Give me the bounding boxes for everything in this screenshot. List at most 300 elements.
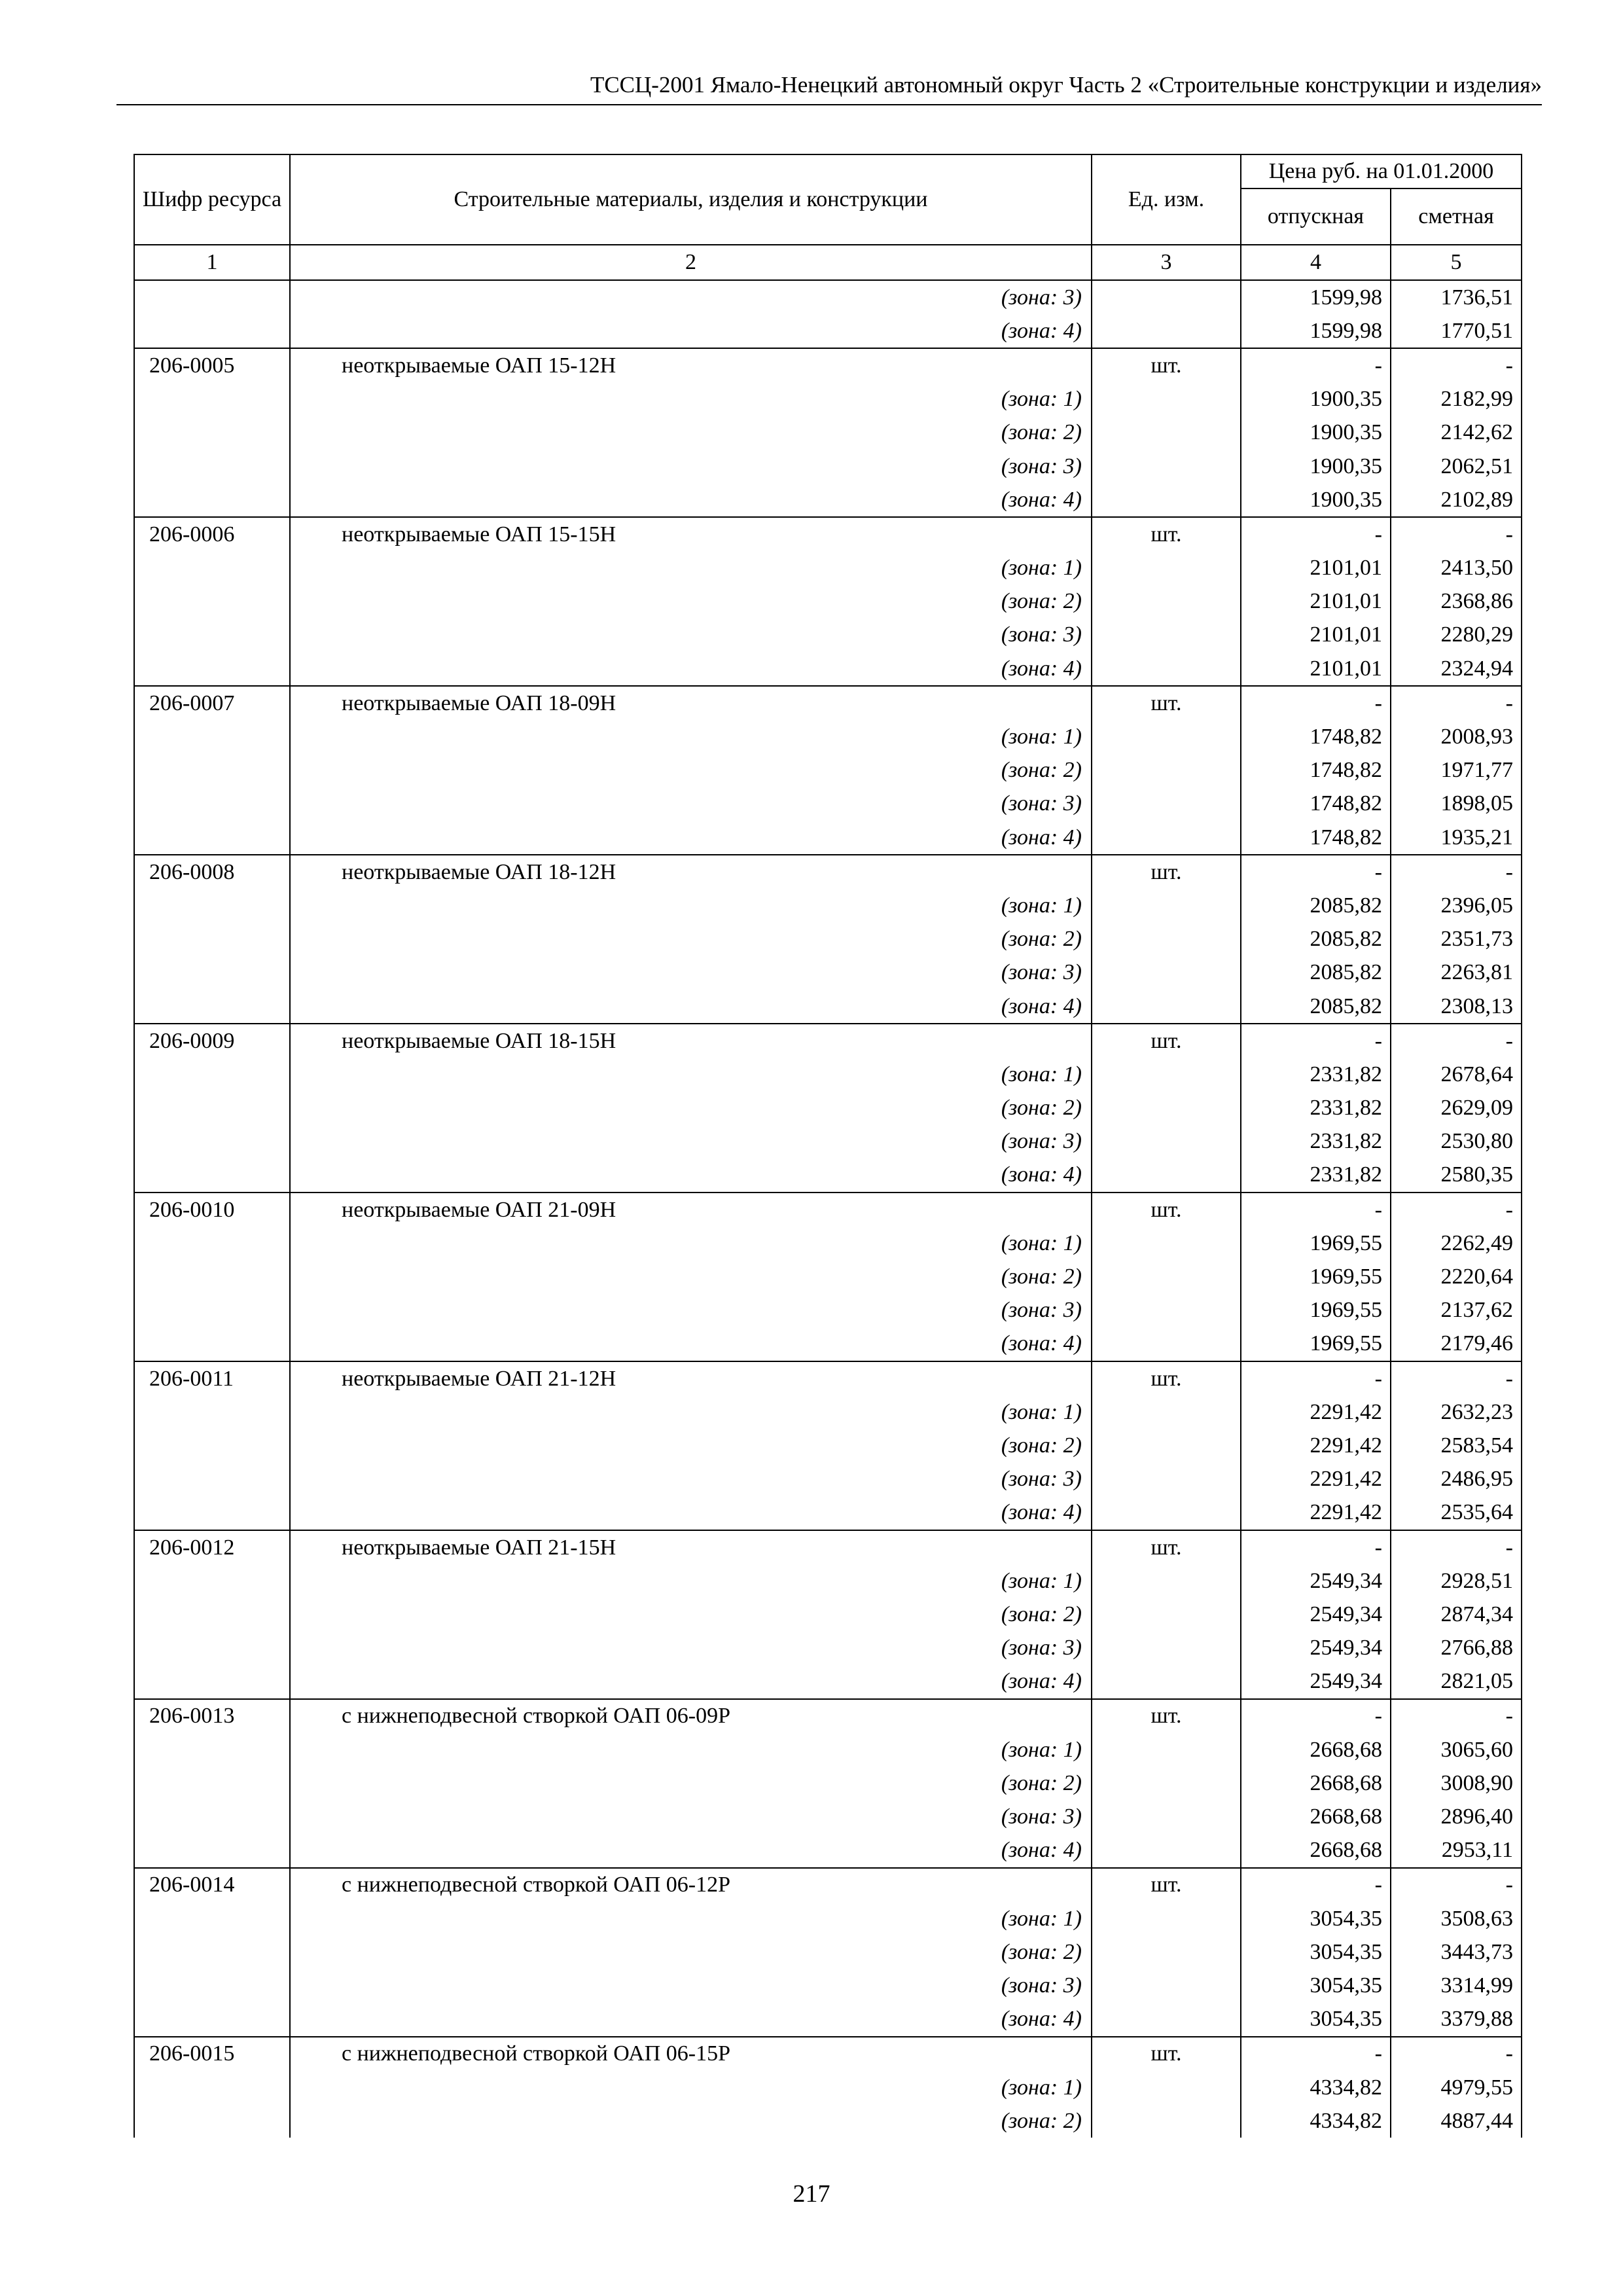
header-unit: Ед. изм. bbox=[1092, 154, 1241, 245]
zone-label-cell: (зона: 1) bbox=[290, 1395, 1092, 1429]
resource-code-cell bbox=[134, 1632, 290, 1665]
release-price-cell: - bbox=[1241, 1530, 1391, 1564]
estimate-price-cell: 2486,95 bbox=[1391, 1463, 1522, 1496]
release-price-cell: - bbox=[1241, 1193, 1391, 1227]
resource-code-cell bbox=[134, 720, 290, 753]
table-row bbox=[134, 754, 1522, 787]
zone-label-cell: (зона: 4) bbox=[290, 1496, 1092, 1530]
table-row bbox=[134, 450, 1522, 483]
table-row bbox=[134, 416, 1522, 450]
estimate-price-cell: 3379,88 bbox=[1391, 2003, 1522, 2037]
resource-code-cell bbox=[134, 1564, 290, 1598]
unit-cell bbox=[1092, 2104, 1241, 2138]
table-row bbox=[134, 787, 1522, 821]
zone-label-cell: (зона: 4) bbox=[290, 652, 1092, 686]
release-price-cell: 2549,34 bbox=[1241, 1598, 1391, 1631]
zone-label-cell: (зона: 3) bbox=[290, 1463, 1092, 1496]
material-name-cell: неоткрываемые ОАП 21-12Н bbox=[290, 1361, 1092, 1395]
table-row bbox=[134, 619, 1522, 652]
release-price-cell: - bbox=[1241, 855, 1391, 889]
estimate-price-cell: 2874,34 bbox=[1391, 1598, 1522, 1631]
release-price-cell: 2101,01 bbox=[1241, 619, 1391, 652]
resource-code-cell bbox=[134, 1598, 290, 1631]
resource-code-cell bbox=[134, 483, 290, 517]
release-price-cell: 2331,82 bbox=[1241, 1092, 1391, 1125]
resource-code-cell bbox=[134, 821, 290, 855]
zone-label-cell: (зона: 3) bbox=[290, 450, 1092, 483]
zone-label-cell: (зона: 3) bbox=[290, 1294, 1092, 1327]
zone-label-cell: (зона: 1) bbox=[290, 720, 1092, 753]
table-row bbox=[134, 1227, 1522, 1260]
zone-label-cell: (зона: 2) bbox=[290, 1429, 1092, 1462]
unit-cell: шт. bbox=[1092, 1530, 1241, 1564]
release-price-cell: 2101,01 bbox=[1241, 652, 1391, 686]
release-price-cell: - bbox=[1241, 348, 1391, 382]
table-row bbox=[134, 1665, 1522, 1699]
resource-code-cell: 206-0009 bbox=[134, 1024, 290, 1058]
resource-code-cell bbox=[134, 1260, 290, 1293]
release-price-cell: - bbox=[1241, 1699, 1391, 1733]
header-rule bbox=[116, 104, 1542, 105]
release-price-cell: 1900,35 bbox=[1241, 416, 1391, 450]
release-price-cell: 4334,82 bbox=[1241, 2071, 1391, 2104]
table-row bbox=[134, 2104, 1522, 2138]
table-row bbox=[134, 2037, 1522, 2071]
estimate-price-cell: 2368,86 bbox=[1391, 585, 1522, 619]
table-row bbox=[134, 1024, 1522, 1058]
unit-cell bbox=[1092, 416, 1241, 450]
unit-cell bbox=[1092, 1767, 1241, 1800]
unit-cell bbox=[1092, 1294, 1241, 1327]
estimate-price-cell: 2179,46 bbox=[1391, 1327, 1522, 1361]
estimate-price-cell: - bbox=[1391, 517, 1522, 551]
table-row bbox=[134, 314, 1522, 348]
table-row bbox=[134, 585, 1522, 619]
zone-label-cell: (зона: 3) bbox=[290, 1969, 1092, 2002]
release-price-cell: 1599,98 bbox=[1241, 314, 1391, 348]
table-row bbox=[134, 1598, 1522, 1631]
release-price-cell: 2331,82 bbox=[1241, 1125, 1391, 1158]
table-row bbox=[134, 552, 1522, 585]
header-release-price: отпускная bbox=[1241, 188, 1391, 245]
table-row bbox=[134, 855, 1522, 889]
release-price-cell: 2101,01 bbox=[1241, 552, 1391, 585]
zone-label-cell: (зона: 4) bbox=[290, 821, 1092, 855]
estimate-price-cell: 2142,62 bbox=[1391, 416, 1522, 450]
resource-code-cell bbox=[134, 1935, 290, 1969]
resource-code-cell bbox=[134, 1294, 290, 1327]
estimate-price-cell: 2583,54 bbox=[1391, 1429, 1522, 1462]
zone-label-cell: (зона: 1) bbox=[290, 552, 1092, 585]
zone-label-cell: (зона: 3) bbox=[290, 619, 1092, 652]
table-row bbox=[134, 2003, 1522, 2037]
unit-cell bbox=[1092, 1969, 1241, 2002]
unit-cell bbox=[1092, 1902, 1241, 1935]
resource-code-cell bbox=[134, 416, 290, 450]
table-row bbox=[134, 1294, 1522, 1327]
estimate-price-cell: 2396,05 bbox=[1391, 889, 1522, 922]
material-name-cell: неоткрываемые ОАП 15-15Н bbox=[290, 517, 1092, 551]
resource-code-cell: 206-0015 bbox=[134, 2037, 290, 2071]
estimate-price-cell: - bbox=[1391, 1530, 1522, 1564]
unit-cell: шт. bbox=[1092, 1193, 1241, 1227]
column-number-3: 3 bbox=[1092, 245, 1241, 280]
unit-cell bbox=[1092, 1429, 1241, 1462]
unit-cell bbox=[1092, 754, 1241, 787]
zone-label-cell: (зона: 2) bbox=[290, 1935, 1092, 1969]
release-price-cell: 2668,68 bbox=[1241, 1733, 1391, 1767]
estimate-price-cell: 2766,88 bbox=[1391, 1632, 1522, 1665]
table-row bbox=[134, 923, 1522, 956]
table-row bbox=[134, 1092, 1522, 1125]
estimate-price-cell: 2535,64 bbox=[1391, 1496, 1522, 1530]
resource-code-cell bbox=[134, 1902, 290, 1935]
zone-label-cell: (зона: 3) bbox=[290, 280, 1092, 314]
release-price-cell: 2085,82 bbox=[1241, 889, 1391, 922]
table-row bbox=[134, 348, 1522, 382]
table-row bbox=[134, 517, 1522, 551]
zone-label-cell: (зона: 1) bbox=[290, 1902, 1092, 1935]
release-price-cell: 3054,35 bbox=[1241, 1969, 1391, 2002]
resource-code-cell: 206-0006 bbox=[134, 517, 290, 551]
resource-code-cell bbox=[134, 652, 290, 686]
estimate-price-cell: - bbox=[1391, 348, 1522, 382]
unit-cell bbox=[1092, 821, 1241, 855]
resource-code-cell: 206-0010 bbox=[134, 1193, 290, 1227]
table-row bbox=[134, 1530, 1522, 1564]
resource-code-cell bbox=[134, 1496, 290, 1530]
table-row bbox=[134, 686, 1522, 720]
estimate-price-cell: - bbox=[1391, 1361, 1522, 1395]
resource-code-cell bbox=[134, 2003, 290, 2037]
estimate-price-cell: - bbox=[1391, 2037, 1522, 2071]
unit-cell bbox=[1092, 787, 1241, 821]
unit-cell bbox=[1092, 1260, 1241, 1293]
unit-cell: шт. bbox=[1092, 517, 1241, 551]
zone-label-cell: (зона: 2) bbox=[290, 1092, 1092, 1125]
table-body bbox=[134, 280, 1522, 2138]
release-price-cell: 2668,68 bbox=[1241, 1767, 1391, 1800]
estimate-price-cell: 2263,81 bbox=[1391, 956, 1522, 990]
table-row bbox=[134, 1632, 1522, 1665]
release-price-cell: 1969,55 bbox=[1241, 1260, 1391, 1293]
release-price-cell: - bbox=[1241, 2037, 1391, 2071]
resource-code-cell bbox=[134, 754, 290, 787]
estimate-price-cell: 2182,99 bbox=[1391, 383, 1522, 416]
page-number: 217 bbox=[793, 2180, 830, 2208]
release-price-cell: 2549,34 bbox=[1241, 1665, 1391, 1699]
zone-label-cell: (зона: 1) bbox=[290, 1564, 1092, 1598]
zone-label-cell: (зона: 4) bbox=[290, 1665, 1092, 1699]
release-price-cell: 1900,35 bbox=[1241, 483, 1391, 517]
material-name-cell: неоткрываемые ОАП 21-15Н bbox=[290, 1530, 1092, 1564]
header-estimate-price: сметная bbox=[1391, 188, 1522, 245]
estimate-price-cell: 2678,64 bbox=[1391, 1058, 1522, 1091]
release-price-cell: 3054,35 bbox=[1241, 1935, 1391, 1969]
resource-code-cell bbox=[134, 585, 290, 619]
table-row bbox=[134, 1868, 1522, 1902]
material-name-cell: неоткрываемые ОАП 18-12Н bbox=[290, 855, 1092, 889]
table-row bbox=[134, 483, 1522, 517]
zone-label-cell: (зона: 3) bbox=[290, 787, 1092, 821]
estimate-price-cell: 2580,35 bbox=[1391, 1158, 1522, 1193]
unit-cell bbox=[1092, 383, 1241, 416]
column-number-2: 2 bbox=[290, 245, 1092, 280]
zone-label-cell: (зона: 2) bbox=[290, 1598, 1092, 1631]
table-row bbox=[134, 720, 1522, 753]
estimate-price-cell: 1770,51 bbox=[1391, 314, 1522, 348]
zone-label-cell: (зона: 3) bbox=[290, 1800, 1092, 1833]
unit-cell bbox=[1092, 1665, 1241, 1699]
table-row bbox=[134, 1327, 1522, 1361]
table-row bbox=[134, 1969, 1522, 2002]
estimate-price-cell: 4887,44 bbox=[1391, 2104, 1522, 2138]
table-row bbox=[134, 1767, 1522, 1800]
table-row bbox=[134, 383, 1522, 416]
estimate-price-cell: - bbox=[1391, 686, 1522, 720]
estimate-price-cell: 3065,60 bbox=[1391, 1733, 1522, 1767]
zone-label-cell: (зона: 4) bbox=[290, 1327, 1092, 1361]
resource-code-cell bbox=[134, 1125, 290, 1158]
estimate-price-cell: 4979,55 bbox=[1391, 2071, 1522, 2104]
material-name-cell: неоткрываемые ОАП 18-15Н bbox=[290, 1024, 1092, 1058]
release-price-cell: - bbox=[1241, 1868, 1391, 1902]
release-price-cell: 4334,82 bbox=[1241, 2104, 1391, 2138]
column-number-5: 5 bbox=[1391, 245, 1522, 280]
estimate-price-cell: 1736,51 bbox=[1391, 280, 1522, 314]
material-name-cell: неоткрываемые ОАП 21-09Н bbox=[290, 1193, 1092, 1227]
resource-code-cell bbox=[134, 889, 290, 922]
estimate-price-cell: 1935,21 bbox=[1391, 821, 1522, 855]
resource-code-cell bbox=[134, 1834, 290, 1868]
release-price-cell: 1599,98 bbox=[1241, 280, 1391, 314]
unit-cell bbox=[1092, 1058, 1241, 1091]
estimate-price-cell: 2008,93 bbox=[1391, 720, 1522, 753]
release-price-cell: 2331,82 bbox=[1241, 1158, 1391, 1193]
price-table bbox=[134, 154, 1522, 2138]
estimate-price-cell: - bbox=[1391, 1024, 1522, 1058]
unit-cell: шт. bbox=[1092, 855, 1241, 889]
estimate-price-cell: 2632,23 bbox=[1391, 1395, 1522, 1429]
material-name-cell: с нижнеподвесной створкой ОАП 06-09Р bbox=[290, 1699, 1092, 1733]
release-price-cell: 2291,42 bbox=[1241, 1463, 1391, 1496]
zone-label-cell: (зона: 1) bbox=[290, 383, 1092, 416]
unit-cell bbox=[1092, 1496, 1241, 1530]
unit-cell bbox=[1092, 1125, 1241, 1158]
unit-cell bbox=[1092, 1935, 1241, 1969]
resource-code-cell bbox=[134, 1463, 290, 1496]
table-row bbox=[134, 1699, 1522, 1733]
estimate-price-cell: - bbox=[1391, 1193, 1522, 1227]
unit-cell bbox=[1092, 923, 1241, 956]
resource-code-cell bbox=[134, 787, 290, 821]
header-price-group: Цена руб. на 01.01.2000 bbox=[1241, 154, 1522, 188]
header-name: Строительные материалы, изделия и конструкции bbox=[290, 154, 1092, 245]
resource-code-cell bbox=[134, 314, 290, 348]
resource-code-cell bbox=[134, 956, 290, 990]
release-price-cell: 1969,55 bbox=[1241, 1327, 1391, 1361]
resource-code-cell bbox=[134, 383, 290, 416]
unit-cell bbox=[1092, 280, 1241, 314]
release-price-cell: 2085,82 bbox=[1241, 990, 1391, 1024]
zone-label-cell: (зона: 2) bbox=[290, 923, 1092, 956]
table-row bbox=[134, 821, 1522, 855]
estimate-price-cell: 2262,49 bbox=[1391, 1227, 1522, 1260]
column-number-4: 4 bbox=[1241, 245, 1391, 280]
release-price-cell: 2085,82 bbox=[1241, 923, 1391, 956]
unit-cell bbox=[1092, 314, 1241, 348]
table-row bbox=[134, 2071, 1522, 2104]
zone-label-cell: (зона: 4) bbox=[290, 990, 1092, 1024]
release-price-cell: 1748,82 bbox=[1241, 754, 1391, 787]
zone-label-cell: (зона: 2) bbox=[290, 2104, 1092, 2138]
unit-cell bbox=[1092, 2071, 1241, 2104]
table-row bbox=[134, 1800, 1522, 1833]
resource-code-cell: 206-0014 bbox=[134, 1868, 290, 1902]
table-row bbox=[134, 1834, 1522, 1868]
estimate-price-cell: 2896,40 bbox=[1391, 1800, 1522, 1833]
unit-cell: шт. bbox=[1092, 2037, 1241, 2071]
estimate-price-cell: 2137,62 bbox=[1391, 1294, 1522, 1327]
unit-cell bbox=[1092, 619, 1241, 652]
release-price-cell: 2291,42 bbox=[1241, 1496, 1391, 1530]
release-price-cell: 2331,82 bbox=[1241, 1058, 1391, 1091]
zone-label-cell: (зона: 2) bbox=[290, 585, 1092, 619]
unit-cell bbox=[1092, 1158, 1241, 1193]
release-price-cell: - bbox=[1241, 686, 1391, 720]
unit-cell bbox=[1092, 585, 1241, 619]
release-price-cell: 1748,82 bbox=[1241, 821, 1391, 855]
estimate-price-cell: 2308,13 bbox=[1391, 990, 1522, 1024]
unit-cell: шт. bbox=[1092, 1024, 1241, 1058]
unit-cell bbox=[1092, 1564, 1241, 1598]
release-price-cell: - bbox=[1241, 517, 1391, 551]
table-row bbox=[134, 1193, 1522, 1227]
material-name-cell: с нижнеподвесной створкой ОАП 06-15Р bbox=[290, 2037, 1092, 2071]
release-price-cell: 1900,35 bbox=[1241, 450, 1391, 483]
unit-cell: шт. bbox=[1092, 1361, 1241, 1395]
resource-code-cell bbox=[134, 1665, 290, 1699]
resource-code-cell bbox=[134, 1429, 290, 1462]
unit-cell bbox=[1092, 1800, 1241, 1833]
column-number-1: 1 bbox=[134, 245, 290, 280]
zone-label-cell: (зона: 1) bbox=[290, 1058, 1092, 1091]
release-price-cell: 2549,34 bbox=[1241, 1564, 1391, 1598]
table-row bbox=[134, 1395, 1522, 1429]
table-row bbox=[134, 956, 1522, 990]
release-price-cell: 1748,82 bbox=[1241, 720, 1391, 753]
release-price-cell: 3054,35 bbox=[1241, 2003, 1391, 2037]
unit-cell bbox=[1092, 1395, 1241, 1429]
unit-cell bbox=[1092, 450, 1241, 483]
zone-label-cell: (зона: 2) bbox=[290, 754, 1092, 787]
unit-cell: шт. bbox=[1092, 348, 1241, 382]
estimate-price-cell: - bbox=[1391, 855, 1522, 889]
release-price-cell: 3054,35 bbox=[1241, 1902, 1391, 1935]
table-row bbox=[134, 1935, 1522, 1969]
unit-cell bbox=[1092, 1463, 1241, 1496]
estimate-price-cell: 2220,64 bbox=[1391, 1260, 1522, 1293]
resource-code-cell bbox=[134, 1158, 290, 1193]
resource-code-cell bbox=[134, 552, 290, 585]
table-row bbox=[134, 1564, 1522, 1598]
resource-code-cell bbox=[134, 1092, 290, 1125]
resource-code-cell: 206-0012 bbox=[134, 1530, 290, 1564]
resource-code-cell bbox=[134, 1058, 290, 1091]
unit-cell bbox=[1092, 720, 1241, 753]
zone-label-cell: (зона: 4) bbox=[290, 483, 1092, 517]
unit-cell bbox=[1092, 2003, 1241, 2037]
zone-label-cell: (зона: 4) bbox=[290, 314, 1092, 348]
zone-label-cell: (зона: 4) bbox=[290, 2003, 1092, 2037]
zone-label-cell: (зона: 1) bbox=[290, 1227, 1092, 1260]
release-price-cell: 2549,34 bbox=[1241, 1632, 1391, 1665]
resource-code-cell: 206-0007 bbox=[134, 686, 290, 720]
material-name-cell: с нижнеподвесной створкой ОАП 06-12Р bbox=[290, 1868, 1092, 1902]
estimate-price-cell: 2530,80 bbox=[1391, 1125, 1522, 1158]
release-price-cell: 2668,68 bbox=[1241, 1800, 1391, 1833]
estimate-price-cell: 2413,50 bbox=[1391, 552, 1522, 585]
table-row bbox=[134, 280, 1522, 314]
table-row bbox=[134, 1158, 1522, 1193]
unit-cell bbox=[1092, 1227, 1241, 1260]
zone-label-cell: (зона: 4) bbox=[290, 1834, 1092, 1868]
resource-code-cell bbox=[134, 2104, 290, 2138]
unit-cell bbox=[1092, 1598, 1241, 1631]
resource-code-cell bbox=[134, 2071, 290, 2104]
estimate-price-cell: - bbox=[1391, 1699, 1522, 1733]
resource-code-cell bbox=[134, 1327, 290, 1361]
table-row bbox=[134, 1361, 1522, 1395]
estimate-price-cell: 3314,99 bbox=[1391, 1969, 1522, 2002]
table-row bbox=[134, 1733, 1522, 1767]
resource-code-cell bbox=[134, 990, 290, 1024]
resource-code-cell: 206-0008 bbox=[134, 855, 290, 889]
release-price-cell: 2291,42 bbox=[1241, 1429, 1391, 1462]
unit-cell bbox=[1092, 483, 1241, 517]
estimate-price-cell: 2324,94 bbox=[1391, 652, 1522, 686]
release-price-cell: - bbox=[1241, 1024, 1391, 1058]
table-row bbox=[134, 1058, 1522, 1091]
table-row bbox=[134, 889, 1522, 922]
unit-cell bbox=[1092, 1733, 1241, 1767]
resource-code-cell bbox=[134, 923, 290, 956]
header-code: Шифр ресурса bbox=[134, 154, 290, 245]
unit-cell bbox=[1092, 1092, 1241, 1125]
unit-cell bbox=[1092, 552, 1241, 585]
zone-label-cell: (зона: 2) bbox=[290, 1767, 1092, 1800]
zone-label-cell: (зона: 1) bbox=[290, 2071, 1092, 2104]
unit-cell bbox=[1092, 956, 1241, 990]
release-price-cell: 2291,42 bbox=[1241, 1395, 1391, 1429]
unit-cell bbox=[1092, 1632, 1241, 1665]
zone-label-cell: (зона: 1) bbox=[290, 889, 1092, 922]
unit-cell: шт. bbox=[1092, 686, 1241, 720]
release-price-cell: 1748,82 bbox=[1241, 787, 1391, 821]
resource-code-cell bbox=[134, 1227, 290, 1260]
resource-code-cell bbox=[134, 1733, 290, 1767]
estimate-price-cell: 2953,11 bbox=[1391, 1834, 1522, 1868]
estimate-price-cell: 3443,73 bbox=[1391, 1935, 1522, 1969]
unit-cell bbox=[1092, 889, 1241, 922]
unit-cell: шт. bbox=[1092, 1868, 1241, 1902]
estimate-price-cell: 1971,77 bbox=[1391, 754, 1522, 787]
unit-cell: шт. bbox=[1092, 1699, 1241, 1733]
estimate-price-cell: 3508,63 bbox=[1391, 1902, 1522, 1935]
resource-code-cell: 206-0005 bbox=[134, 348, 290, 382]
table-row bbox=[134, 1496, 1522, 1530]
table-row bbox=[134, 1902, 1522, 1935]
